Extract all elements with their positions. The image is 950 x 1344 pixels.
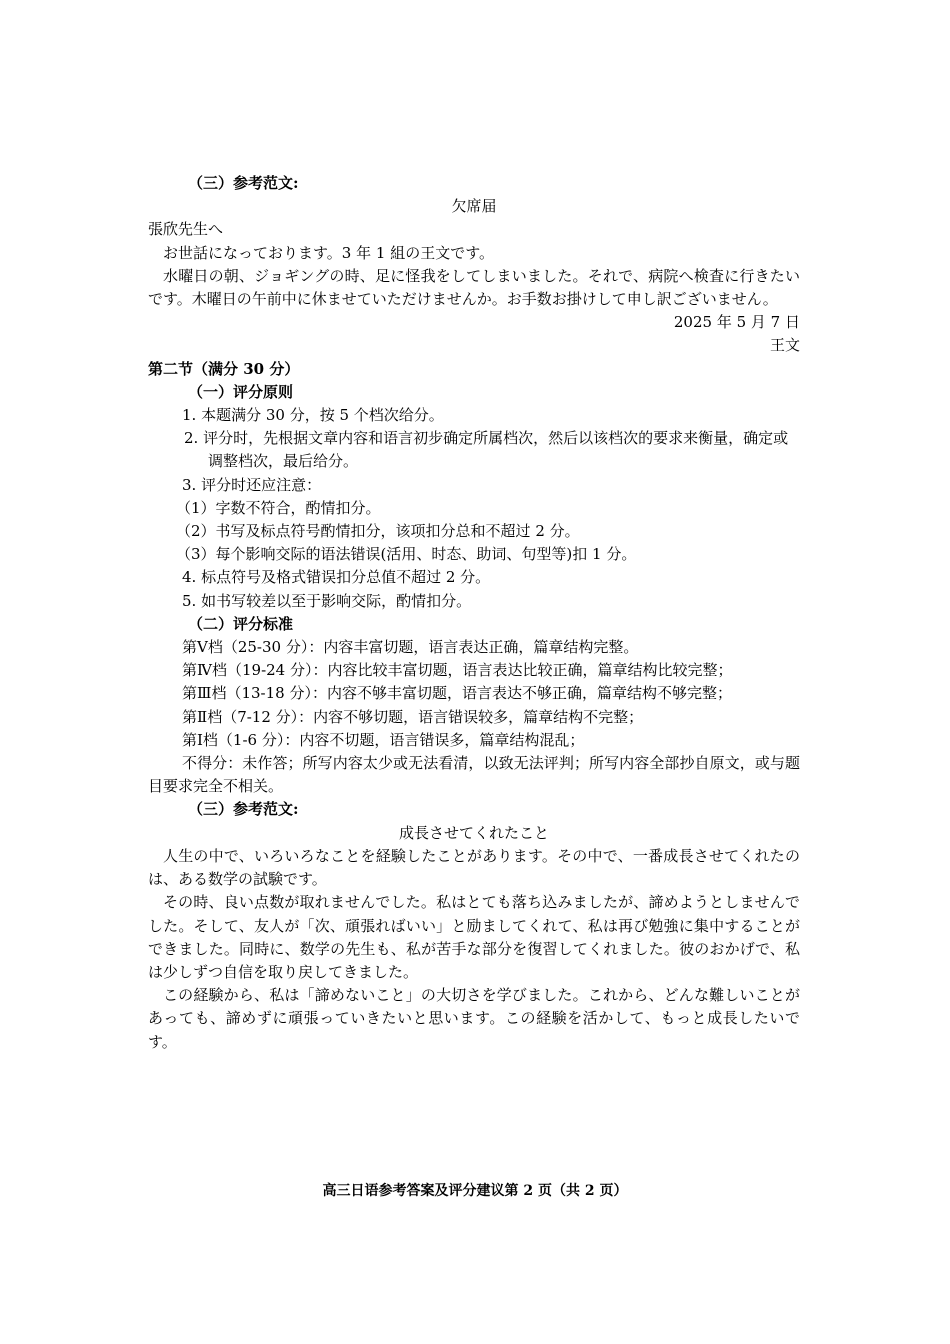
letter-title: 欠席届	[451, 197, 497, 216]
principle-subitem: （2）书写及标点符号酌情扣分，该项扣分总和不超过 2 分。	[176, 522, 580, 541]
criteria-item: 第Ⅴ档（25-30 分）：内容丰富切题，语言表达正确，篇章结构完整。	[182, 638, 639, 657]
criteria-item: 第Ⅰ档（1-6 分）：内容不切题，语言错误多，篇章结构混乱；	[182, 730, 585, 749]
principle-subitem: （3）每个影响交际的语法错误(活用、时态、助词、句型等)扣 1 分。	[176, 545, 637, 564]
letter-paragraph-2: 水曜日の朝、ジョギングの時、足に怪我をしてしまいました。それで、病院へ検査に行きたいです。木曜日の午前中に休ませていただけませんか。お手数お掛けして申し訳ございません。	[148, 266, 800, 309]
essay-paragraph-2: その時、良い点数が取れませんでした。私はとても落ち込みましたが、諦めようとしませんでした。そして、友人が「次、頑張ればいい」と励ましてくれて、私は再び勉強に集中することができました。同時に、数学の先生も、私が苦手な部分を復習してくれました。彼のおかげで、私は少しずつ自信を取り戻してきました。	[148, 893, 800, 981]
principle-item: 3. 评分时还应注意：	[182, 475, 322, 494]
letter-salutation: 張欣先生へ	[148, 220, 224, 239]
letter-signature: 王文	[769, 336, 800, 355]
essay-paragraph-3: この経験から、私は「諦めないこと」の大切さを学びました。これから、どんな難しいことがあっても、諦めずに頑張っていきたいと思います。この経験を活かして、もっと成長したいです。	[148, 986, 800, 1051]
section-heading-sample-2: （三）参考范文:	[188, 800, 299, 819]
principles-heading: （一）评分原则	[188, 382, 294, 401]
criteria-item: 第Ⅱ档（7-12 分）：内容不够切题，语言错误较多，篇章结构不完整；	[182, 707, 644, 726]
principle-subitem: （1）字数不符合，酌情扣分。	[176, 498, 381, 517]
criteria-heading: （二）评分标准	[188, 614, 294, 633]
no-score-rule: 不得分：未作答；所写内容太少或无法看清，以致无法评判；所写内容全部抄自原文，或与题目要求完全不相关。	[148, 754, 800, 796]
principle-item: 4. 标点符号及格式错误扣分总值不超过 2 分。	[182, 568, 491, 587]
document-body	[148, 172, 800, 1054]
letter-paragraph-1: お世話になっております。3 年 1 組の王文です。	[163, 243, 494, 262]
principle-item: 5. 如书写较差以至于影响交际，酌情扣分。	[182, 591, 472, 610]
letter-date: 2025 年 5 月 7 日	[673, 313, 800, 332]
part2-heading: 第二节（满分 30 分）	[148, 359, 300, 378]
page-footer: 高三日语参考答案及评分建议第 2 页（共 2 页）	[322, 1183, 628, 1199]
essay-title: 成長させてくれたこと	[398, 823, 549, 842]
criteria-item: 第Ⅲ档（13-18 分）：内容不够丰富切题，语言表达不够正确，篇章结构不够完整；	[182, 684, 732, 703]
essay-paragraph-1: 人生の中で、いろいろなことを経験したことがあります。その中で、一番成長させてくれたのは、ある数学の試験です。	[148, 846, 800, 889]
section-heading-sample-1: （三）参考范文:	[188, 174, 299, 192]
principle-item: 1. 本题满分 30 分，按 5 个档次给分。	[182, 406, 444, 425]
principle-item: 2. 评分时，先根据文章内容和语言初步确定所属档次，然后以该档次的要求来衡量，确定或调整档次，最后给分。	[184, 429, 789, 471]
criteria-item: 第Ⅳ档（19-24 分）：内容比较丰富切题，语言表达比较正确，篇章结构比较完整；	[182, 661, 733, 680]
